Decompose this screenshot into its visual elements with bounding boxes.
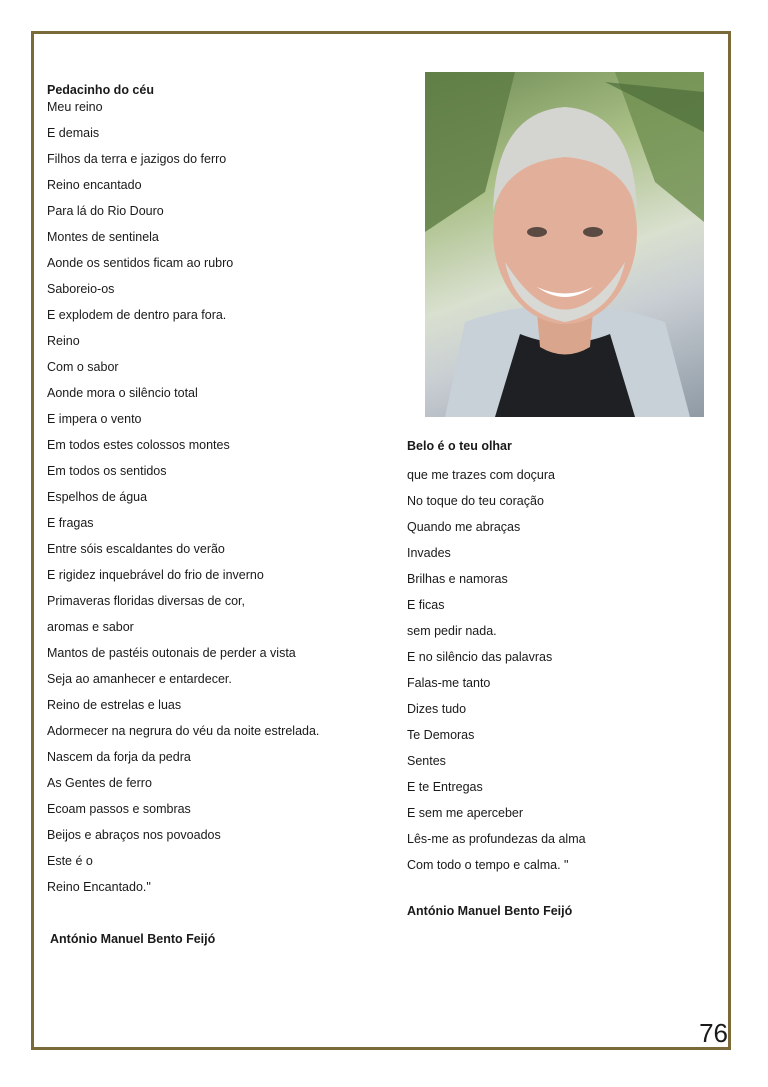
poem-left-title: Pedacinho do céu bbox=[47, 83, 154, 97]
poem-line: Aonde os sentidos ficam ao rubro bbox=[47, 256, 234, 270]
poem-right bbox=[407, 436, 707, 878]
poem-line: Ecoam passos e sombras bbox=[47, 802, 191, 816]
poem-line: Reino encantado bbox=[47, 178, 142, 192]
poem-line: No toque do teu coração bbox=[407, 494, 544, 508]
poem-line: E impera o vento bbox=[47, 412, 142, 426]
poem-right-title: Belo é o teu olhar bbox=[407, 439, 512, 453]
poem-line: Meu reino bbox=[47, 100, 103, 114]
poem-line: E te Entregas bbox=[407, 780, 483, 794]
poem-line: Reino Encantado." bbox=[47, 880, 151, 894]
poem-line: Falas-me tanto bbox=[407, 676, 491, 690]
poem-line: Espelhos de água bbox=[47, 490, 148, 504]
poem-line: E fragas bbox=[47, 516, 94, 530]
poem-line: Entre sóis escaldantes do verão bbox=[47, 542, 225, 556]
poem-line: Reino bbox=[47, 334, 80, 348]
poem-line: Aonde mora o silêncio total bbox=[47, 386, 198, 400]
poem-line: E sem me aperceber bbox=[407, 806, 524, 820]
portrait-illustration bbox=[425, 72, 704, 417]
poem-line: Montes de sentinela bbox=[47, 230, 159, 244]
poem-line: Lês-me as profundezas da alma bbox=[407, 832, 586, 846]
poem-line: E explodem de dentro para fora. bbox=[47, 308, 227, 322]
poem-line: Este é o bbox=[47, 854, 93, 868]
poem-line: Seja ao amanhecer e entardecer. bbox=[47, 672, 232, 686]
poem-line: E rigidez inquebrável do frio de inverno bbox=[47, 568, 264, 582]
poem-line: E ficas bbox=[407, 598, 445, 612]
poem-line: Invades bbox=[407, 546, 451, 560]
poem-line: Dizes tudo bbox=[407, 702, 467, 716]
poem-line: Mantos de pastéis outonais de perder a vista bbox=[47, 646, 296, 660]
poem-line: sem pedir nada. bbox=[407, 624, 497, 638]
poem-right-lines bbox=[407, 462, 707, 878]
poem-line: Para lá do Rio Douro bbox=[47, 204, 164, 218]
poem-line: que me trazes com doçura bbox=[407, 468, 555, 482]
poem-left-author: António Manuel Bento Feijó bbox=[50, 932, 216, 946]
poem-line: Em todos os sentidos bbox=[47, 464, 167, 478]
author-portrait-photo bbox=[425, 72, 704, 417]
poem-line: Quando me abraças bbox=[407, 520, 521, 534]
poem-line: E no silêncio das palavras bbox=[407, 650, 553, 664]
poem-line: Beijos e abraços nos povoados bbox=[47, 828, 221, 842]
poem-line: Filhos da terra e jazigos do ferro bbox=[47, 152, 227, 166]
poem-line: Primaveras floridas diversas de cor, bbox=[47, 594, 245, 608]
poem-line: Com o sabor bbox=[47, 360, 119, 374]
page-number: 76 bbox=[699, 1018, 728, 1048]
poem-line: Com todo o tempo e calma. " bbox=[407, 858, 569, 872]
poem-line: Sentes bbox=[407, 754, 446, 768]
poem-line: Adormecer na negrura do véu da noite estrelada. bbox=[47, 724, 320, 738]
poem-line: Em todos estes colossos montes bbox=[47, 438, 230, 452]
poem-left bbox=[47, 82, 387, 900]
poem-line: Saboreio-os bbox=[47, 282, 115, 296]
poem-line: Nascem da forja da pedra bbox=[47, 750, 191, 764]
poem-line: aromas e sabor bbox=[47, 620, 134, 634]
poem-line: As Gentes de ferro bbox=[47, 776, 152, 790]
poem-line: E demais bbox=[47, 126, 100, 140]
poem-right-author: António Manuel Bento Feijó bbox=[407, 904, 573, 918]
poem-left-lines bbox=[47, 98, 387, 900]
poem-line: Reino de estrelas e luas bbox=[47, 698, 182, 712]
poem-line: Brilhas e namoras bbox=[407, 572, 508, 586]
poem-line: Te Demoras bbox=[407, 728, 475, 742]
